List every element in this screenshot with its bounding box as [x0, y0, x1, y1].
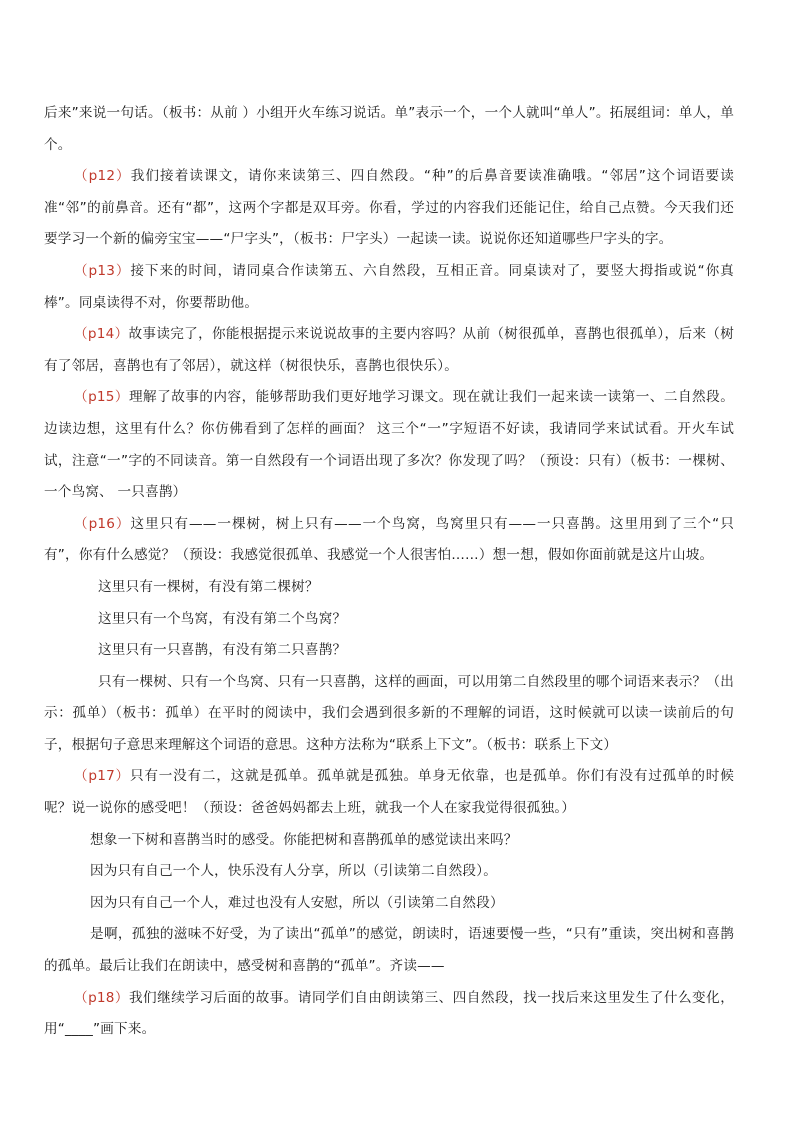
paragraph-text: 想象一下树和喜鹊当时的感受。你能把树和喜鹊孤单的感觉读出来吗？ — [90, 831, 518, 848]
paragraph-text: 后来”来说一句话。（板书：从前 ）小组开火车练习说话。单”表示一个，一个人就叫“单人”。拓展组词：单人，单个。 — [44, 105, 734, 153]
paragraph-p18 — [44, 983, 734, 1046]
paragraph-p15 — [44, 382, 734, 508]
paragraph-text: 我们接着读课文，请你来读第三、四自然段。“种”的后鼻音要读准确哦。“邻居”这个词语要读准“邻”的前鼻音。还有“都”，这两个字都是双耳旁。你看，学过的内容我们还能记住，给自己点赞。今天我们还要学习一个新的偏旁宝宝——“尸字头”，（板书：尸字头）一起读一读。说说你还知道哪些尸字头的字。 — [44, 168, 734, 248]
page-reference: （p15） — [74, 389, 129, 406]
paragraph-text: 这里只有一棵树，有没有第二棵树？ — [98, 578, 319, 595]
page-reference: （p16） — [74, 515, 131, 532]
paragraph-p16 — [44, 509, 734, 572]
paragraph-because-sad — [44, 888, 734, 920]
paragraph-text: 故事读完了，你能根据提示来说说故事的主要内容吗？从前（树很孤单，喜鹊也很孤单），后来（树有了邻居，喜鹊也有了邻居），就这样（树很快乐，喜鹊也很快乐）。 — [44, 326, 734, 374]
paragraph-text: 只有一棵树、只有一个鸟窝、只有一只喜鹊，这样的画面，可以用第二自然段里的哪个词语来表示？（出示：孤单）（板书：孤单）在平时的阅读中，我们会遇到很多新的不理解的词语，这时候就可以读一读前后的句子，根据句子意思来理解这个词语的意思。这种方法称为“联系上下文”。（板书：联系上下文） — [44, 673, 734, 753]
page-reference: （p14） — [74, 326, 129, 343]
paragraph-p17 — [44, 761, 734, 824]
paragraph-p13 — [44, 256, 734, 319]
paragraph-text: 接下来的时间，请同桌合作读第五、六自然段，互相正音。同桌读对了，要竖大拇指或说“你真棒”。同桌读得不对，你要帮助他。 — [44, 262, 734, 311]
paragraph-read-aloud — [44, 919, 734, 982]
paragraph-text: 这里只有一只喜鹊，有没有第二只喜鹊？ — [98, 642, 347, 659]
paragraph-question-tree — [44, 572, 734, 604]
page-reference: （p12） — [74, 168, 131, 185]
page-reference: （p13） — [74, 262, 131, 279]
paragraph-p12 — [44, 161, 734, 256]
paragraph-1 — [44, 98, 734, 161]
page-reference: （p17） — [74, 768, 130, 785]
paragraph-text: 因为只有自己一个人，快乐没有人分享，所以（引读第二自然段）。 — [90, 863, 498, 880]
paragraph-text: 因为只有自己一个人，难过也没有人安慰，所以（引读第二自然段） — [90, 894, 504, 911]
paragraph-question-magpie — [44, 635, 734, 667]
paragraph-text: 这里只有——一棵树，树上只有——一个鸟窝，鸟窝里只有——一只喜鹊。这里用到了三个“只有”，你有什么感觉？（预设：我感觉很孤单、我感觉一个人很害怕……）想一想，假如你面前就是这片山坡。 — [44, 515, 734, 564]
paragraph-question-nest — [44, 604, 734, 636]
paragraph-p14 — [44, 319, 734, 382]
paragraph-lonely-context — [44, 667, 734, 762]
paragraph-text: 是啊，孤独的滋味不好受，为了读出“孤单”的感觉，朗读时，语速要慢一些，“只有”重读，突出树和喜鹊的孤单。最后让我们在朗读中，感受树和喜鹊的“孤单”。齐读—— — [44, 926, 734, 975]
paragraph-text: 理解了故事的内容，能够帮助我们更好地学习课文。现在就让我们一起来读一读第一、二自然段。边读边想，这里有什么？你仿佛看到了怎样的画面？ 这三个“一”字短语不好读，我请同学来试试看。开火车试试，注意“一”字的不同读音。第一自然段有一个词语出现了多次？你发现了吗？（预设：只有）（板书：一棵树、 一个鸟窝、 一只喜鹊） — [44, 389, 734, 501]
page-reference: （p18） — [74, 989, 129, 1006]
paragraph-because-happy — [44, 856, 734, 888]
paragraph-text: 我们继续学习后面的故事。请同学们自由朗读第三、四自然段，找一找后来这里发生了什么变化，用“____”画下来。 — [44, 989, 734, 1038]
paragraph-text: 这里只有一个鸟窝，有没有第二个鸟窝？ — [98, 610, 347, 627]
paragraph-imagine — [44, 825, 734, 857]
paragraph-text: 只有一没有二，这就是孤单。孤单就是孤独。单身无依靠，也是孤单。你们有没有过孤单的时候呢？说一说你的感受吧！（预设：爸爸妈妈都去上班，就我一个人在家我觉得很孤独。） — [44, 768, 734, 817]
